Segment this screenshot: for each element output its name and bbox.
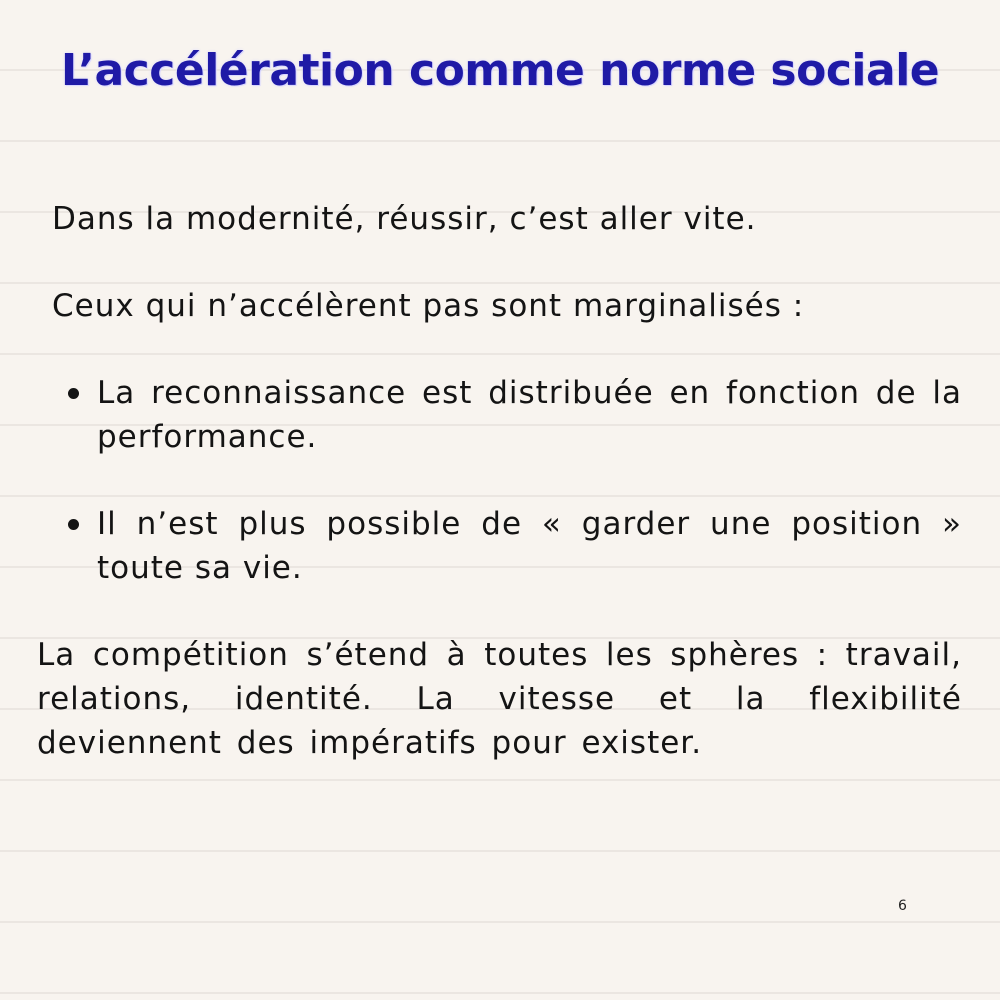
bullet-list-first bbox=[60, 371, 962, 459]
lead-in-paragraph: Ceux qui n’accélèrent pas sont marginalisés : bbox=[52, 288, 805, 324]
bullet-text: La reconnaissance est distribuée en fonction de la performance. bbox=[97, 375, 962, 455]
list-item bbox=[60, 371, 962, 459]
intro-paragraph: Dans la modernité, réussir, c’est aller vite. bbox=[52, 201, 757, 237]
bullet-text: Il n’est plus possible de « garder une position » toute sa vie. bbox=[97, 506, 962, 586]
bullet-list-second bbox=[60, 502, 962, 590]
bullet-icon bbox=[68, 388, 79, 399]
conclusion-paragraph: La compétition s’étend à toutes les sphères : travail, relations, identité. La vitesse et la flexibilité deviennent des impératifs pour exister. bbox=[37, 637, 962, 761]
bullet-icon bbox=[68, 519, 79, 530]
page-title: L’accélération comme norme sociale bbox=[60, 45, 940, 96]
page-number: 6 bbox=[898, 898, 907, 914]
list-item bbox=[60, 502, 962, 590]
